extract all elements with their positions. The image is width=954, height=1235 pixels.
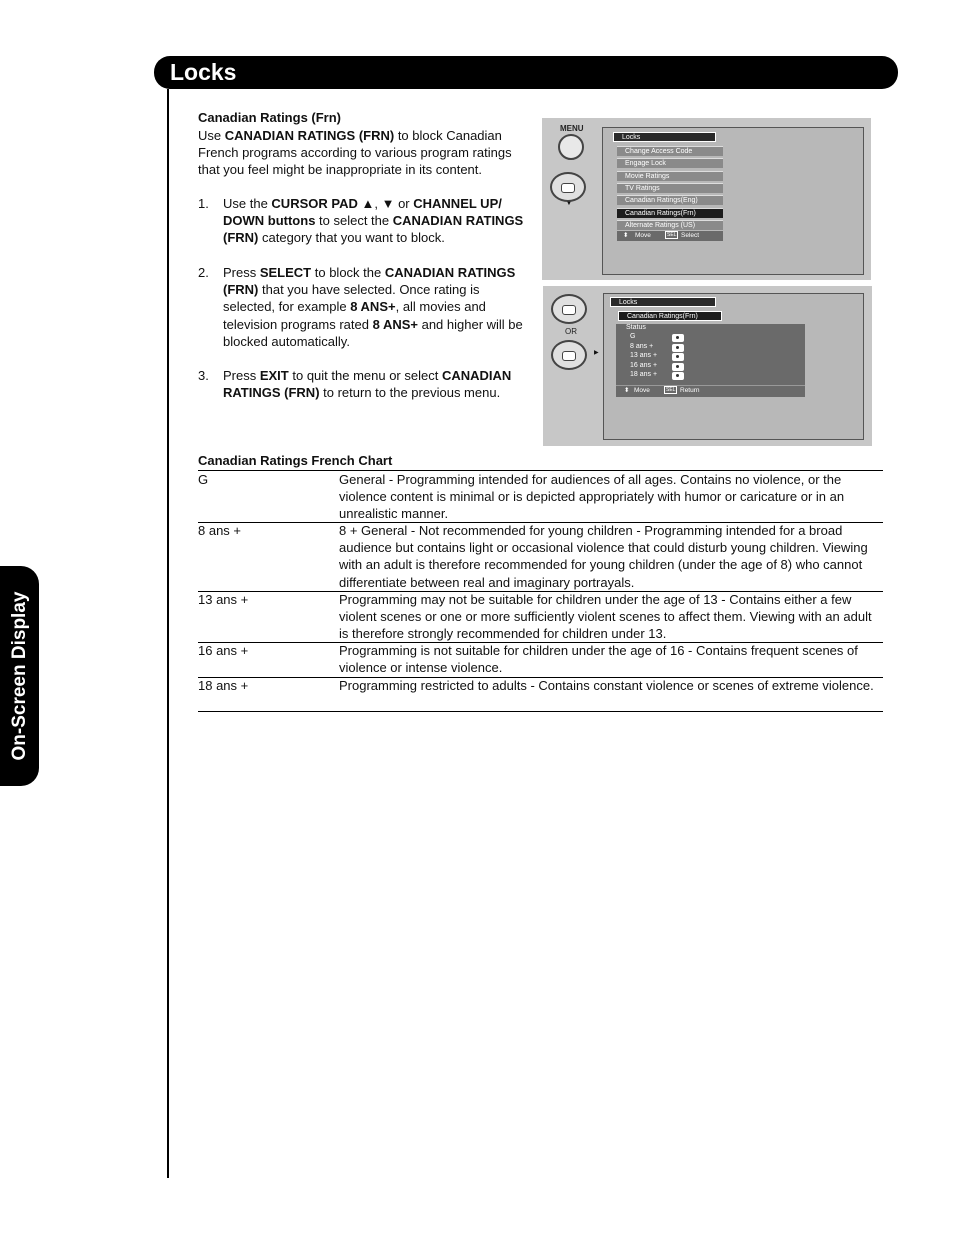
chart-title: Canadian Ratings French Chart xyxy=(198,453,393,468)
table-row xyxy=(198,677,883,712)
menu-item[interactable]: TV Ratings xyxy=(617,183,723,193)
table-row xyxy=(198,642,883,678)
step-text: Press SELECT to block the CANADIAN RATINGS (FRN) that you have selected. Once rating is selected, for example 8 ANS+, all movies and television programs rated 8 ANS+ and higher will be blocked automatically. xyxy=(223,265,523,349)
rating-label: 8 ans + xyxy=(630,342,654,350)
select-pad[interactable] xyxy=(551,294,587,324)
status-label: Status xyxy=(626,324,646,331)
menu-item[interactable]: Canadian Ratings(Eng) xyxy=(617,195,723,205)
lock-icon[interactable] xyxy=(672,334,684,342)
rating-cell: 8 ans + xyxy=(198,523,242,538)
menu-title-bar: Locks xyxy=(613,132,716,142)
step-number: 2. xyxy=(198,265,209,280)
menu-item[interactable]: Movie Ratings xyxy=(617,171,723,181)
step-text: Press EXIT to quit the menu or select CANADIAN RATINGS (FRN) to return to the previous menu. xyxy=(223,368,512,401)
submenu-bar: Canadian Ratings(Frn) xyxy=(618,311,722,321)
menu-item[interactable]: Canadian Ratings(Frn) xyxy=(617,208,723,218)
lock-icon[interactable] xyxy=(672,344,684,352)
menu-button-label: MENU xyxy=(560,124,584,133)
footer-move-label: Move xyxy=(635,232,651,239)
table-row xyxy=(198,591,883,643)
right-arrow-icon: ▶ xyxy=(594,350,599,356)
tv-screen xyxy=(603,293,864,440)
description-cell: General - Programming intended for audiences of all ages. Contains no violence, or the violence content is minimal or is depicted appropriately with humor or caricature or in an unrealistic manner. xyxy=(339,472,845,522)
description-cell: Programming may not be suitable for children under the age of 13 - Contains either a few violent scenes or one or more sufficiently violent scenes to affect them. Viewing with an adult is therefore strongly recommended for children under 13. xyxy=(339,592,872,642)
table-row xyxy=(198,471,883,523)
rating-cell: 13 ans + xyxy=(198,592,249,607)
rating-cell: G xyxy=(198,472,209,487)
margin-rule xyxy=(167,89,169,1178)
cursor-pad[interactable] xyxy=(551,340,587,370)
menu-button[interactable] xyxy=(558,134,584,160)
step-3 xyxy=(198,367,538,401)
footer-action-label: Return xyxy=(680,387,700,394)
step-text: Use the CURSOR PAD ▲, ▼ or CHANNEL UP/ DOWN buttons to select the CANADIAN RATINGS (FRN) category that you want to block. xyxy=(223,196,524,246)
step-1 xyxy=(198,195,538,247)
status-screenshot-panel xyxy=(543,286,872,446)
move-arrows-icon: ⬍ xyxy=(623,232,629,239)
cursor-pad[interactable] xyxy=(550,172,586,202)
or-label: OR xyxy=(565,327,577,336)
step-number: 3. xyxy=(198,368,209,383)
rating-label: 18 ans + xyxy=(630,371,658,379)
rating-cell: 18 ans + xyxy=(198,678,249,693)
footer-move-label: Move xyxy=(634,387,650,394)
status-footer: ⬍ Move SEL Return xyxy=(616,385,805,395)
side-tab-label: On-Screen Display xyxy=(9,591,30,761)
section-title: Canadian Ratings (Frn) xyxy=(198,110,342,125)
move-arrows-icon: ⬍ xyxy=(624,387,630,394)
rating-label: G xyxy=(630,333,636,340)
intro-paragraph: Use CANADIAN RATINGS (FRN) to block Canadian French programs according to various program ratings that you feel might be inappropriate in its content. xyxy=(198,128,512,178)
menu-item[interactable]: Alternate Ratings (US) xyxy=(617,220,723,230)
menu-item[interactable]: Change Access Code xyxy=(617,146,723,156)
menu-screenshot-panel xyxy=(542,118,871,280)
rating-label: 13 ans + xyxy=(630,352,658,360)
step-number: 1. xyxy=(198,196,209,211)
cursor-pad-center xyxy=(562,351,576,361)
tv-screen xyxy=(602,127,864,275)
footer-action-label: Select xyxy=(681,232,700,239)
menu-item[interactable]: Engage Lock xyxy=(617,158,723,168)
description-cell: Programming restricted to adults - Contains constant violence or scenes of extreme violence. xyxy=(339,678,874,693)
lock-icon[interactable] xyxy=(672,363,684,371)
rating-cell: 16 ans + xyxy=(198,643,249,658)
menu-footer: ⬍ Move SEL Select xyxy=(617,231,723,241)
page-title: Locks xyxy=(170,59,237,85)
menu-title-bar: Locks xyxy=(610,297,716,307)
rating-label: 16 ans + xyxy=(630,361,658,369)
header-bar xyxy=(154,56,898,89)
table-row xyxy=(198,522,883,592)
status-box xyxy=(616,324,805,397)
down-arrow-icon: ▼ xyxy=(566,201,572,207)
step-2 xyxy=(198,264,538,350)
select-pad-center xyxy=(562,305,576,315)
description-cell: 8 + General - Not recommended for young children - Programming intended for a broad audience but contains light or occasional violence that could disturb young children. Viewing with an adult is therefore recommended for young children (under the age of 8) who cannot differentiate between real and imaginary portrayals. xyxy=(339,523,868,590)
cursor-pad-center xyxy=(561,183,575,193)
lock-icon[interactable] xyxy=(672,353,684,361)
description-cell: Programming is not suitable for children under the age of 16 - Contains frequent scenes of violence or intense violence. xyxy=(339,643,858,676)
lock-icon[interactable] xyxy=(672,372,684,380)
